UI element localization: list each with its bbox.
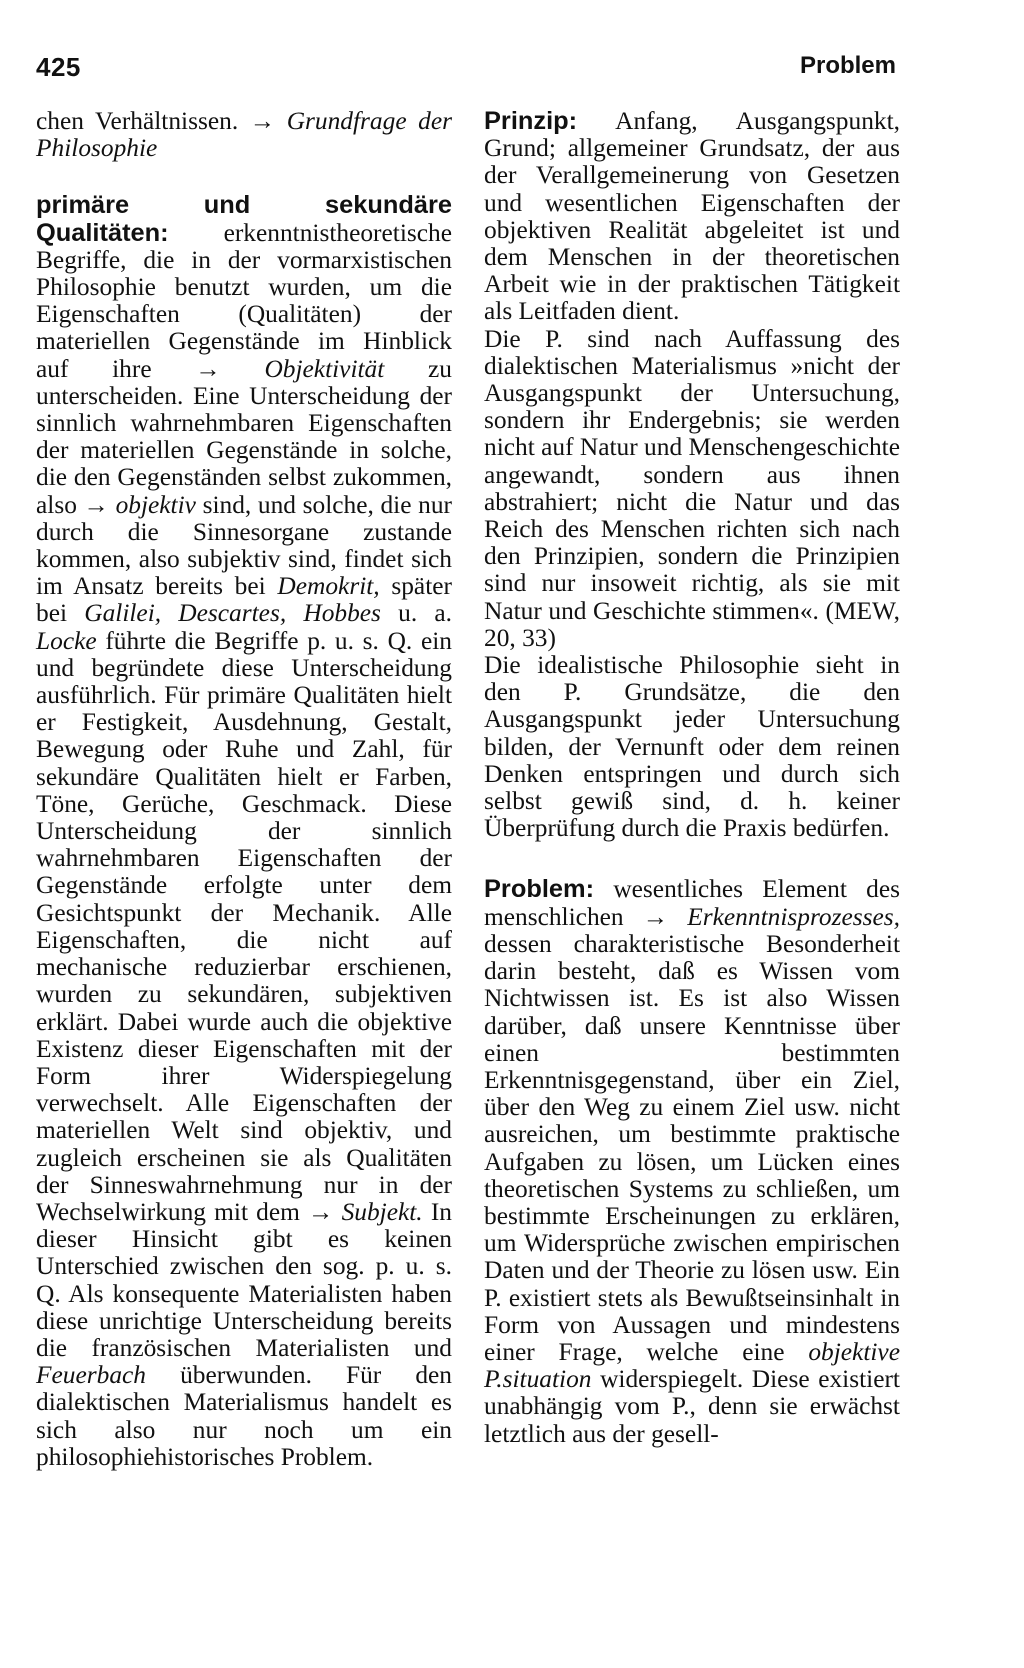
entry-text: In dieser Hinsicht gibt es keinen Unterschied zwischen den sog. p. u. s. Q. Als konsequente Materialisten haben diese unrichtige Unterscheidung bereits die französischen Materialisten und <box>36 1197 452 1362</box>
cross-reference-subjekt: Subjekt. <box>341 1197 423 1226</box>
running-head: Problem <box>799 52 896 79</box>
entry-text: u. a. <box>398 599 452 628</box>
entry-text: führte die Begriffe p. u. s. Q. ein und begründete diese Unterscheidung ausführlich. Für primäre Qualitäten hielt er Festigkeit, Ausdehnung, Gestalt, Bewegung oder Ruhe und Zahl, für sekundäre Qualitäten hielt er Farben, Töne, Gerüche, Geschmack. Diese Unterscheidung der sinnlich wahrnehmbaren Eigenschaften der Gegenstände erfolgte unter dem Gesichtspunkt der Mechanik. Alle Eigenschaften, die nicht auf mechanische reduzierbar erschienen, wurden zu sekundären, subjektiven erklärt. Dabei wurde auch die objektive Existenz dieser Eigenschaften mit der Form ihrer Widerspiegelung verwechselt. Alle Eigenschaften der materiellen Welt sind objektiv, und zugleich erscheinen sie als Qualitäten der Sinneswahrnehmung nur in der Wechselwirkung mit dem <box>36 626 452 1226</box>
cross-reference-erkenntnisprozess: Erkenntnisprozesses, <box>687 902 900 931</box>
name-galilei-descartes-hobbes: Galilei, Descartes, Hobbes <box>84 599 381 628</box>
cross-reference-arrow-icon: → <box>83 490 109 519</box>
entry-qualitaeten <box>36 192 452 1471</box>
name-demokrit: Demokrit, <box>277 572 380 601</box>
entry-headword: Prinzip: <box>484 107 578 135</box>
entry-prinzip-paragraph-3: Die idealistische Philosophie sieht in den P. Grundsätze, die den Ausgangspunkt jeder Untersuchung bilden, der Vernunft oder dem reinen Denken entspringen und durch sich selbst gewiß sind, d. h. keiner Überprüfung durch die Praxis bedürfen. <box>484 651 900 843</box>
entry-text: sind, und solche, die nur durch die Sinnesorgane zustande kommen, also subjektiv sind, findet sich im Ansatz bereits bei <box>36 490 452 601</box>
entry-text: Anfang, Ausgangspunkt, Grund; allgemeiner Grundsatz, der aus der Verallgemeinerung von Gesetzen und wesentlichen Eigenschaften der objektiven Realität abgeleitet ist und dem Menschen in der theoretischen Arbeit wie in der praktischen Tätigkeit als Leitfaden dient. <box>484 107 900 326</box>
entry-problem <box>484 876 900 1447</box>
entry-headword: Problem: <box>484 875 595 904</box>
continuation-paragraph <box>36 108 452 162</box>
cross-reference-arrow-icon: → <box>642 902 669 931</box>
entry-prinzip <box>484 108 900 326</box>
page-number: 425 <box>36 52 81 82</box>
entry-text: wesentliches Element des menschlichen <box>484 875 900 931</box>
cross-reference-objektiv: objektiv <box>115 490 196 519</box>
entry-headword: primäre und sekundäre Qualitäten: <box>36 191 452 247</box>
entry-text: dessen charakteristische Besonderheit darin besteht, daß es Wissen vom Nichtwissen ist. Es ist also Wissen darüber, daß unsere Kenntnisse über einen bestimmten Erkenntnisgegenstand, über ein Ziel, über den Weg zu einem Ziel usw. nicht ausreichen, um bestimmte praktische Aufgaben zu lösen, um Lücken eines theoretischen Systems zu schließen, um bestimmte Erscheinungen zu erklären, um Widersprüche zwischen empirischen Daten und der Theorie zu lösen usw. Ein P. existiert stets als Bewußtseinsinhalt in Form von Aussagen und mindestens einer Frage, welche eine <box>484 929 900 1366</box>
cross-reference-objektivitaet: Objektivität <box>264 354 385 383</box>
continuation-text: chen Verhältnissen. <box>36 107 239 135</box>
entry-text: erkenntnistheoretische Begriffe, die in der vormarxistischen Philosophie benutzt wurden, um die Eigenschaften (Qualitäten) der materiellen Gegenstände im Hinblick auf ihre <box>36 218 452 383</box>
entry-text: zu unterscheiden. Eine Unterscheidung der sinnlich wahrnehmbaren Eigenschaften der materiellen Gegenstände in solche, die den Gegenständen selbst zukommen, also <box>36 354 452 519</box>
term-objektive-psituation: objektive P.situation <box>484 1337 900 1394</box>
cross-reference-arrow-icon: → <box>195 354 221 383</box>
entry-text: widerspiegelt. Diese existiert unabhängig vom P., denn sie erwächst letztlich aus der gesell- <box>484 1365 900 1448</box>
entry-prinzip-paragraph-2: Die P. sind nach Auffassung des dialektischen Materialismus »nicht der Ausgangspunkt der Untersuchung, sondern ihr Endergebnis; sie werden nicht auf Natur und Menschengeschichte angewandt, sondern aus ihnen abstrahiert; nicht die Natur und das Reich des Menschen richten sich nach den Prinzipien, sondern die Prinzipien sind nur insoweit richtig, als sie mit Natur und Geschichte stimmen«. (MEW, 20, 33) <box>484 324 900 652</box>
cross-reference-arrow-icon: → <box>308 1197 334 1226</box>
entry-text: später bei <box>36 572 452 628</box>
left-column <box>36 108 452 1471</box>
right-column <box>484 108 900 1448</box>
entry-spacer <box>484 842 900 876</box>
cross-reference-arrow-icon: → <box>249 107 276 135</box>
entry-spacer <box>36 162 452 192</box>
cross-reference-grundfrage: Grundfrage der Philosophie <box>36 107 452 163</box>
name-locke: Locke <box>36 626 97 655</box>
entry-text: überwunden. Für den dialektischen Materialismus handelt es sich also nur noch um ein philosophiehistorisches Problem. <box>36 1361 452 1471</box>
name-feuerbach: Feuerbach <box>36 1361 146 1390</box>
